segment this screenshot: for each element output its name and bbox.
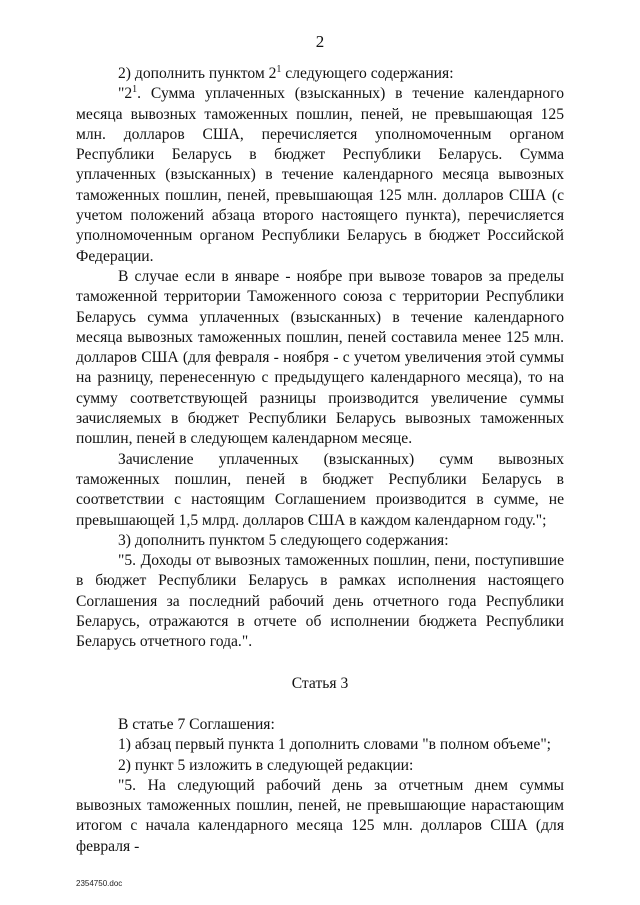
superscript: 1 bbox=[276, 64, 282, 75]
paragraph-2-1: "$2^1$. Сумма уплаченных (взысканных) в течение календарного месяца вывозных таможенных пошлин, пеней, не превышающая 125 млн. долларов США, перечисляется уполномоченным органом Республики Беларусь в бюджет Республики Беларусь. Сумма уплаченных (взысканных) в течение календарного месяца вывозных таможенных пошлин, пеней, превышающая 125 млн. долларов США (с учетом положений абзаца второго настоящего пункта), перечисляется уполномоченным органом Республики Беларусь в бюджет Российской Федерации. bbox=[76, 84, 564, 265]
article7-intro: В статье 7 Соглашения: bbox=[118, 715, 275, 733]
item3-intro: 3) дополнить пунктом 5 следующего содержания: bbox=[118, 531, 449, 549]
article7-item2: 2) пункт 5 изложить в следующей редакции: bbox=[118, 756, 414, 774]
article7-item1: 1) абзац первый пункта 1 дополнить словами "в полном объеме"; bbox=[118, 736, 552, 754]
page-number: 2 bbox=[315, 32, 325, 51]
article-heading: Статья 3 bbox=[291, 674, 349, 692]
paragraph-5: "5. Доходы от вывозных таможенных пошлин, пени, поступившие в бюджет Республики Беларусь в рамках исполнения настоящего Соглашения за последний рабочий день отчетного года Республики Беларусь, отражаются в отчете об исполнении бюджета Республики Беларусь отчетного года.". bbox=[76, 552, 564, 651]
document-filename: 2354750.doc bbox=[76, 879, 123, 888]
paragraph-january-november: В случае если в январе - ноябре при вывозе товаров за пределы таможенной территории Таможенного союза с территории Республики Беларусь сумма уплаченных (взысканных) в течение календарного месяца вывозных таможенных пошлин, пеней составила менее 125 млн. долларов США (для февраля - ноября - с учетом увеличения этой суммы на разницу, перенесенную с предыдущего календарного месяца), то на сумму соответствующей разницы производится увеличение суммы зачисляемых в бюджет Республики Беларусь вывозных таможенных пошлин, пеней в следующем календарном месяце. bbox=[76, 267, 564, 448]
document-body bbox=[76, 64, 564, 857]
item2-intro: 2) дополнить пунктом $2^1$ следующего содержания: bbox=[118, 64, 454, 82]
paragraph-crediting: Зачисление уплаченных (взысканных) сумм вывозных таможенных пошлин, пеней в бюджет Республики Беларусь в соответствии с настоящим Соглашением производится в сумме, не превышающей 1,5 млрд. долларов США в каждом календарном году."; bbox=[76, 450, 564, 529]
paragraph-5-new: "5. На следующий рабочий день за отчетным днем суммы вывозных таможенных пошлин, пеней, не превышающие нарастающим итогом с начала календарного месяца 125 млн. долларов США (для февраля - bbox=[76, 776, 564, 855]
superscript: 1 bbox=[132, 84, 138, 96]
